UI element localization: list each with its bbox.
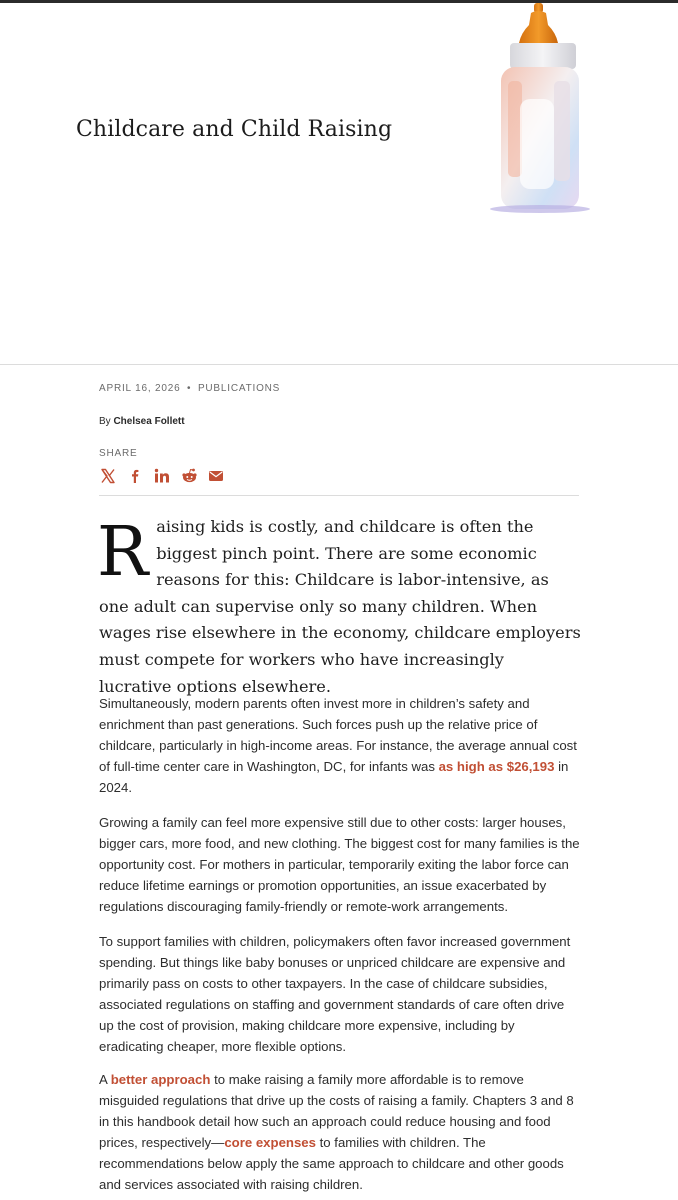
email-icon[interactable] [207, 467, 225, 485]
paragraph-text: to make raising a family more affordable is to remove misguided regulations that drive up the costs of raising a family. Chapters 3 and 8 in this handbook detail how such an approach could reduce housing and food prices, respectively— [99, 1072, 574, 1150]
page-title: Childcare and Child Raising [76, 117, 393, 142]
reddit-icon[interactable] [180, 467, 198, 485]
paragraph-text: to families with children. The recommendations below apply the same approach to childcare and other goods and services associated with raising children. [99, 1135, 564, 1192]
childcare-cost-link[interactable]: as high as $26,193 [438, 759, 555, 774]
body-paragraph-2: Growing a family can feel more expensive still due to other costs: larger houses, bigger cars, more food, and new clothing. The biggest cost for many families is the opportunity cost. For mothers in particular, temporarily exiting the labor force can reduce lifetime earnings or promotion opportunities, an issue exacerbated by regulations discouraging family-friendly or remote-work arrangements. [99, 815, 580, 914]
better-approach-link[interactable]: better approach [110, 1072, 211, 1087]
lede-paragraph [99, 514, 581, 700]
paragraph-text: in 2024. [99, 759, 569, 795]
x-icon[interactable] [99, 467, 117, 485]
publish-date: APRIL 16, 2026 [99, 383, 181, 394]
article-hero [0, 3, 678, 365]
hero-divider [0, 364, 678, 365]
core-expenses-link[interactable]: core expenses [224, 1135, 316, 1150]
paragraph-text: A [99, 1072, 111, 1087]
share-divider [99, 495, 579, 496]
drop-cap: R [97, 513, 149, 592]
baby-bottle-illustration [484, 3, 594, 218]
body-paragraph-3: To support families with children, policymakers often favor increased government spending. But things like baby bonuses or unpriced childcare are expensive and primarily pass on costs to other taxpayers. In the case of childcare subsidies, associated regulations on staffing and government standards of care often drive up the cost of provision, making childcare more expensive, including by eradicating cheaper, more flexible options. [99, 934, 571, 1054]
article-meta [99, 383, 280, 394]
byline-prefix: By [99, 416, 111, 427]
byline [99, 416, 185, 427]
meta-separator: • [187, 383, 192, 394]
category-link[interactable]: PUBLICATIONS [197, 383, 281, 394]
author-link[interactable]: Chelsea Follett [113, 416, 185, 427]
lede-text: aising kids is costly, and childcare is often the biggest pinch point. There are some economic reasons for this: Childcare is labor-intensive, as one adult can supervise only so many children. When wages rise elsewhere in the economy, childcare employers must compete for workers who have increasingly lucrative options elsewhere. [99, 517, 581, 696]
body-paragraph-1 [99, 693, 581, 798]
share-label: SHARE [99, 448, 138, 459]
share-buttons [99, 466, 225, 486]
linkedin-icon[interactable] [153, 467, 171, 485]
paragraph-text: Simultaneously, modern parents often invest more in children’s safety and enrichment than past generations. Such forces push up the relative price of childcare, particularly in high-income areas. For instance, the average annual cost of full-time center care in Washington, DC, for infants was [99, 696, 577, 774]
body-paragraph-4 [99, 1069, 581, 1195]
facebook-icon[interactable] [126, 467, 144, 485]
